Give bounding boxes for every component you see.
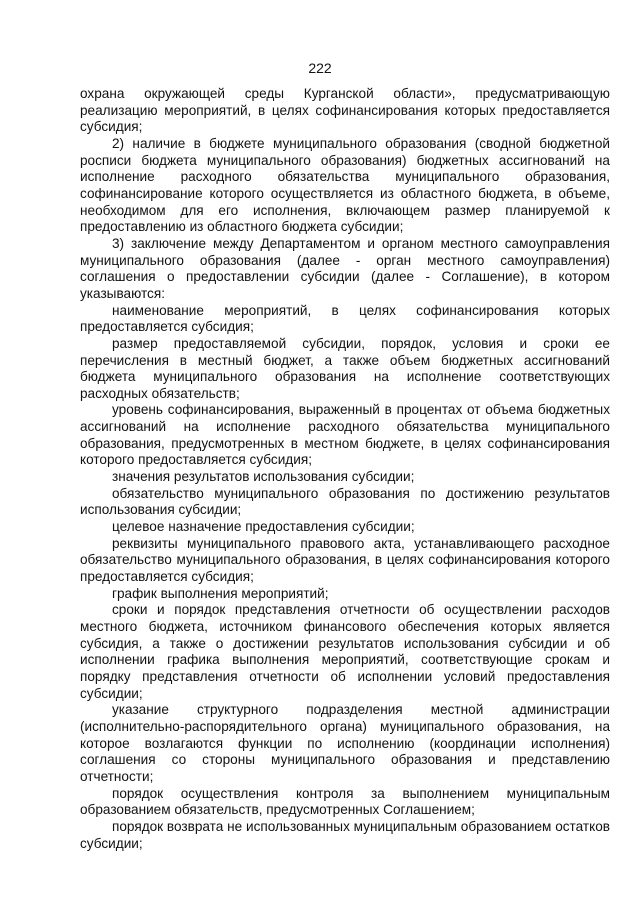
paragraph: реквизиты муниципального правового акта, устанавливающего расходное обязательство муниципального образования, в целях софинансирования которого предоставляется субсидия; <box>80 535 610 585</box>
body-text <box>80 86 610 852</box>
page-number: 222 <box>308 60 332 76</box>
paragraph: обязательство муниципального образования по достижению результатов использования субсидии; <box>80 485 610 518</box>
paragraph: наименование мероприятий, в целях софинансирования которых предоставляется субсидия; <box>80 302 610 335</box>
paragraph: сроки и порядок представления отчетности об осуществлении расходов местного бюджета, источником финансового обеспечения которых является субсидия, а также о достижении результатов использования субсидии и об исполнении графика выполнения мероприятий, соответствующие срокам и порядку представления отчетности об исполнении условий предоставления субсидии; <box>80 602 610 701</box>
paragraph: охрана окружающей среды Курганской области», предусматривающую реализацию мероприятий, в целях софинансирования которых предоставляется субсидия; <box>80 86 610 135</box>
paragraph: уровень софинансирования, выраженный в процентах от объема бюджетных ассигнований на исполнение расходного обязательства муниципального образования, предусмотренных в местном бюджете, в целях софинансирования которого предоставляется субсидия; <box>80 402 610 468</box>
paragraph: порядок возврата не использованных муниципальным образованием остатков субсидии; <box>80 818 610 851</box>
paragraph: целевое назначение предоставления субсидии; <box>112 519 415 535</box>
paragraph: размер предоставляемой субсидии, порядок, условия и сроки ее перечисления в местный бюджет, а также объем бюджетных ассигнований бюджета муниципального образования на исполнение соответствующих расходных обязательств; <box>80 335 610 401</box>
paragraph: порядок осуществления контроля за выполнением муниципальным образованием обязательств, предусмотренных Соглашением; <box>80 785 610 818</box>
paragraph: 2) наличие в бюджете муниципального образования (сводной бюджетной росписи бюджета муниципального образования) бюджетных ассигнований на исполнение расходного обязательства муниципального образования, софинансирование которого осуществляется из областного бюджета, в объеме, необходимом для его исполнения, включающем размер планируемой к предоставлению из областного бюджета субсидии; <box>80 135 610 235</box>
paragraph: указание структурного подразделения местной администрации (исполнительно-распорядительного органа) муниципального образования, на которое возлагаются функции по исполнению (координации исполнения) соглашения со стороны муниципального образования и представлению отчетности; <box>80 702 610 784</box>
paragraph: 3) заключение между Департаментом и органом местного самоуправления муниципального образования (далее - орган местного самоуправления) соглашения о предоставлении субсидии (далее - Соглашение), в котором указываются: <box>80 235 610 301</box>
paragraph: график выполнения мероприятий; <box>112 585 329 601</box>
paragraph: значения результатов использования субсидии; <box>112 469 415 485</box>
